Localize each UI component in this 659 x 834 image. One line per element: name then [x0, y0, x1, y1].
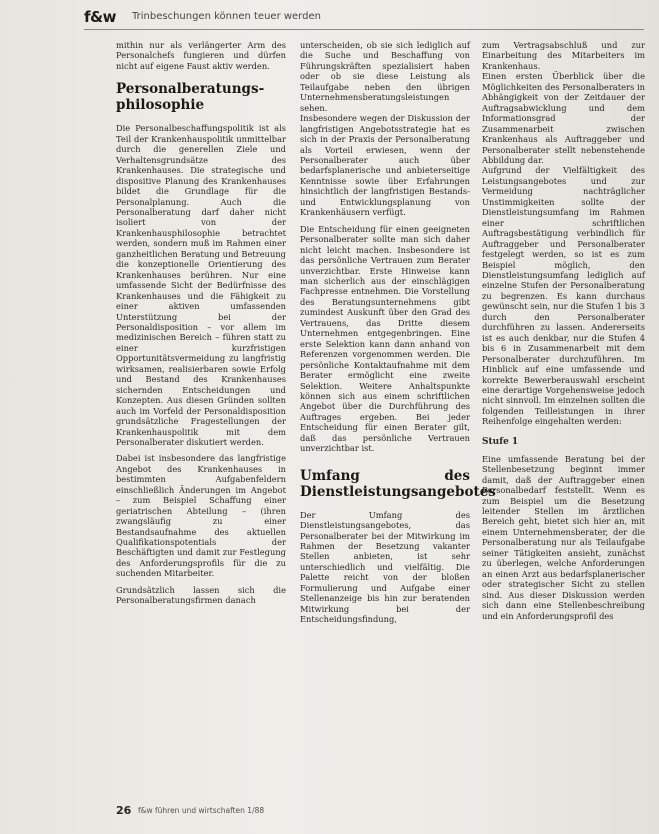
section-heading: Umfang des Dienstleistungsangebotes — [300, 467, 496, 500]
paragraph: Grundsätzlich lassen sich die Personalberatungsfirmen danach — [116, 584, 286, 606]
paragraph: mithin nur als verlängerter Arm des Personalchefs fungieren und dürfen nicht auf eigene Faust aktiv werden. — [116, 40, 286, 71]
subsection-heading: Stufe 1 — [482, 436, 519, 447]
paragraph: Der Umfang des Dienstleistungsangebotes, das Personalberater bei der Mitwirkung im Rahmen der Besetzung vakanter Stellen anbieten, ist sehr unterschiedlich und vielfältig. Die Palette reicht von der bloßen Formulierung und Aufgabe einer Stellenanzeige bis hin zur beratenden Mitwirkung bei der Entscheidungsfindung, — [300, 509, 470, 625]
journal-logo: f&w — [84, 8, 116, 26]
column-1 — [116, 40, 286, 606]
paragraph: Eine umfassende Beratung bei der Stellenbesetzung beginnt immer damit, daß der Auftraggeber einen Personalbedarf feststellt. Wenn es zum Beispiel um die Besetzung leitender Stellen im ärztlichen Bereich geht, bietet sich hier an, mit einem Unternehmensberater, der die Personalberatung nur als Teilaufgabe seiner Tätigkeiten ansieht, zunächst zu überlegen, welche Anforderungen an einen Arzt aus bedarfsplanerischer oder strategischer Sicht zu stellen sind. Aus dieser Diskussion werden sich dann eine Stellenbeschreibung und ein Anforderungsprofil des — [482, 453, 645, 621]
paragraph: Dabei ist insbesondere das langfristige Angebot des Krankenhauses in bestimmten Aufgabenfeldern einschließlich Änderungen im Angebot – zum Beispiel Schaffung einer geriatrischen Abteilung – (ihren zwangsläufig zu einer Bestandsaufnahme des aktuellen Qualifikationspotentials der Beschäftigten und damit zur Festlegung des Anforderungsprofils für die zu suchenden Mitarbeiter. — [116, 453, 286, 579]
paragraph: Die Entscheidung für einen geeigneten Personalberater sollte man sich daher nicht leicht machen. Insbesondere ist das persönliche Vertrauen zum Berater unverzichtbar. Erste Hinweise kann man sicherlich aus der einschlägigen Fachpresse entnehmen. Die Vorstellung des Beratungsunternehmens gibt zumindest Auskunft über den Grad des Vertrauens, das Dritte diesem Unternehmen entgegenbringen. Eine erste Selektion kann dann anhand von Referenzen vorgenommen werden. Die persönliche Kontaktaufnahme mit dem Berater ermöglicht eine zweite Selektion. Weitere Anhaltspunkte können sich aus einem schriftlichen Angebot über die Durchführung des Auftrages ergeben. Bei jeder Entscheidung für einen Berater gilt, daß das persönliche Vertrauen unverzichtbar ist. — [300, 223, 470, 454]
page-footer — [116, 804, 476, 818]
running-title: Trinbeschungen können teuer werden — [132, 11, 321, 22]
page-number: 26 — [116, 804, 132, 817]
section-heading: Personalberatungs-philosophie — [116, 81, 265, 114]
column-2 — [300, 40, 496, 625]
paragraph: Aufgrund der Vielfältigkeit des Leistungsangebotes und zur Vermeidung nachträglicher Unstimmigkeiten sollte der Dienstleistungsumfang im Rahmen einer schriftlichen Auftragsbestätigung verbindlich für Auftraggeber und Personalberater festgelegt werden, so ist es zum Beispiel möglich, den Dienstleistungsumfang lediglich auf einzelne Stufen der Personalberatung zu begrenzen. Es kann durchaus gewünscht sein, nur die Stufen 1 bis 3 durch den Personalberater durchführen zu lassen. Andererseits ist es auch denkbar, nur die Stufen 4 bis 6 in Zusammenarbeit mit dem Personalberater durchzuführen. Im Hinblick auf eine umfassende und korrekte Bewerberauswahl erscheint eine derartige Vorgehensweise jedoch nicht sinnvoll. Im einzelnen sollten die folgenden Teilleistungen in ihrer Reihenfolge eingehalten werden: — [482, 165, 645, 427]
column-3 — [482, 40, 645, 621]
paragraph: zum Vertragsabschluß und zur Einarbeitung des Mitarbeiters im Krankenhaus. — [482, 40, 645, 71]
paragraph: Einen ersten Überblick über die Möglichkeiten des Personalberaters in Abhängigkeit von der Zeitdauer der Auftragsabwicklung und dem Informationsgrad der Zusammenarbeit zwischen Krankenhaus als Auftraggeber und Personalberater stellt nebenstehende Abbildung dar. — [482, 71, 645, 165]
paragraph: unterscheiden, ob sie sich lediglich auf die Suche und Beschaffung von Führungskräften spezialisiert haben oder ob sie diese Leistung als Teilaufgabe neben den übrigen Unternehmensberatungsleistungen sehen. — [300, 40, 470, 113]
paragraph: Die Personalbeschaffungspolitik ist als Teil der Krankenhauspolitik unmittelbar durch die generellen Ziele und Verhaltensgrundsätze des Krankenhauses. Die strategische und dispositive Planung des Krankenhauses bildet die Grundlage für die Personalplanung. Auch die Personalberatung darf daher nicht isoliert von der Krankenhausphilosophie betrachtet werden, sondern muß im Rahmen einer ganzheitlichen Beratung und Betreuung die konzeptionelle Orientierung des Krankenhauses berühren. Nur eine umfassende Sicht der Bedürfnisse des Krankenhauses und die Fähigkeit zu einer aktiven umfassenden Unterstützung bei der Personaldisposition – vor allem im medizinischen Bereich – führen statt zu einer kurzfristigen Opportunitätsvermeidung zu langfristig wirksamen, realisierbaren sowie Erfolg und Bestand des Krankenhauses sichernden Entscheidungen und Konzepten. Aus diesen Gründen sollten auch im Vorfeld der Personaldisposition grundsätzliche Fragestellungen der Krankenhauspolitik mit dem Personalberater diskutiert werden. — [116, 123, 286, 447]
paragraph: Insbesondere wegen der Diskussion der langfristigen Angebotsstrategie hat es sich in der Praxis der Personalberatung als Vorteil erwiesen, wenn der Personalberater auch über bedarfsplanerische und anbieterseitige Kenntnisse sowie über Erfahrungen hinsichtlich der langfristigen Bestands- und Entwicklungsplanung von Krankenhäusern verfügt. — [300, 113, 470, 218]
page-header — [84, 8, 644, 30]
header-rule — [84, 29, 644, 30]
journal-citation: f&w führen und wirtschaften 1/88 — [138, 806, 265, 815]
